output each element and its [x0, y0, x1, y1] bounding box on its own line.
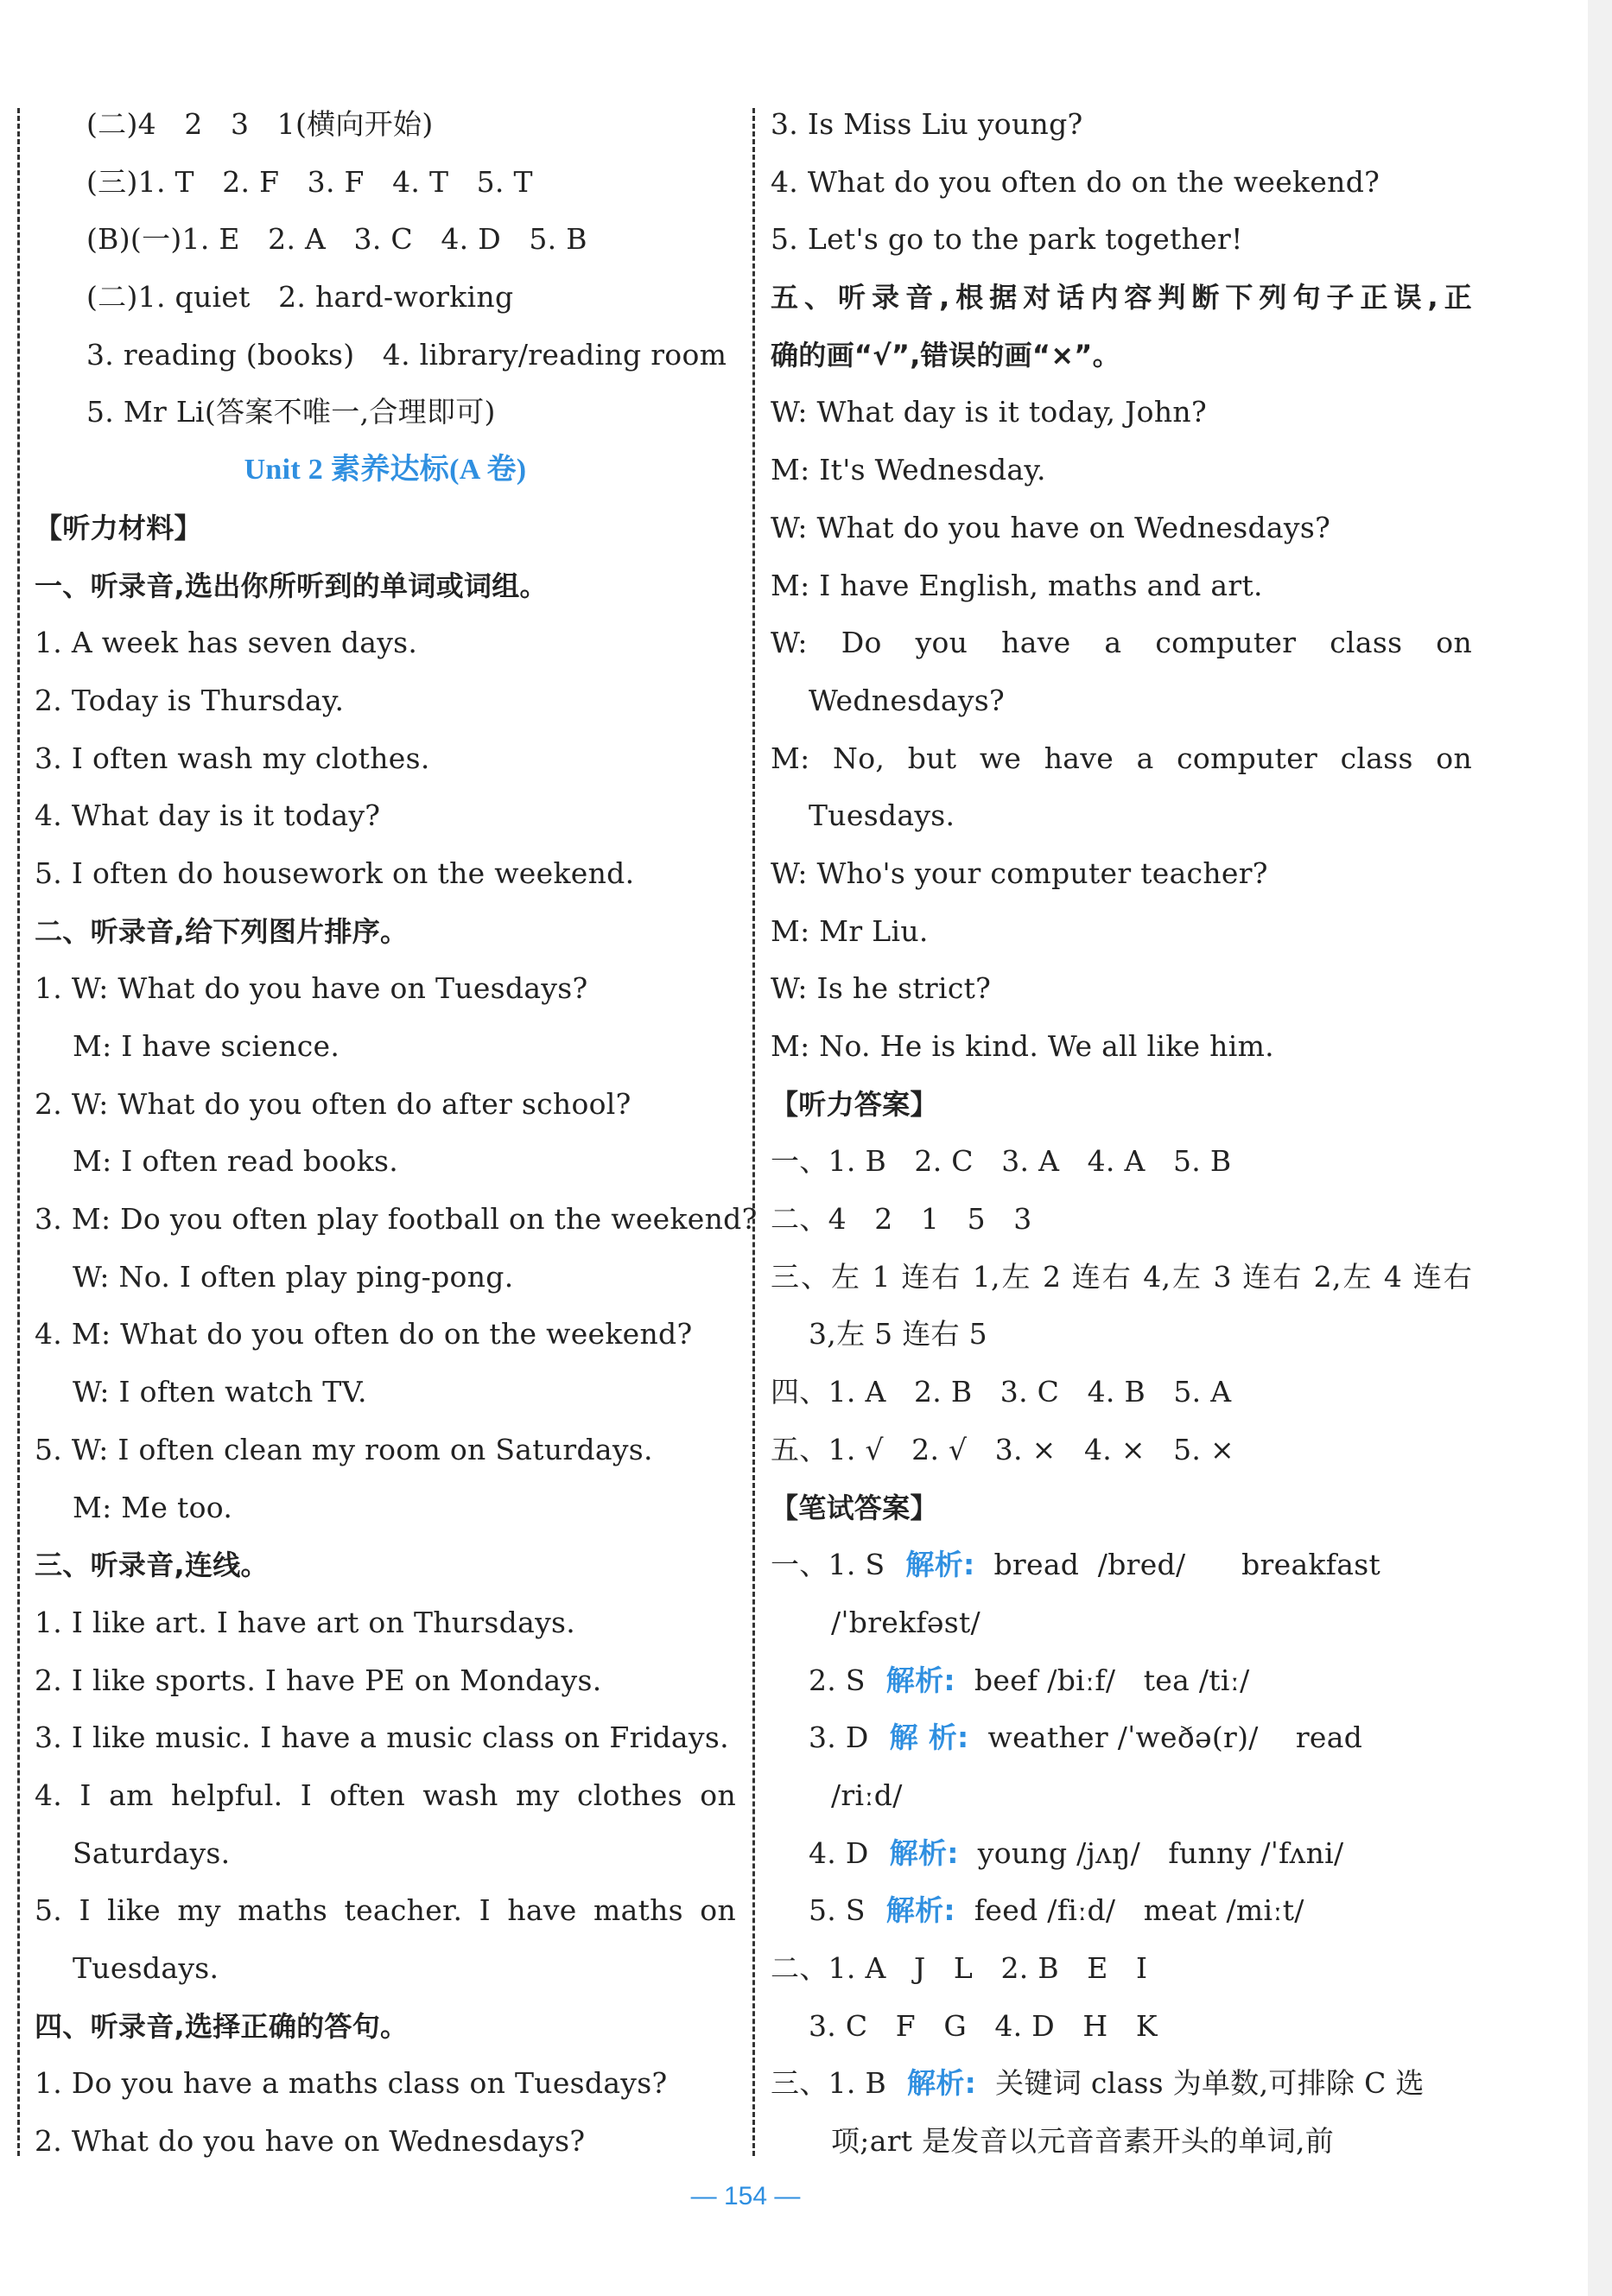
text-line: 五、1. √ 2. √ 3. × 4. × 5. ×: [771, 1432, 1234, 1466]
text-line: [771, 1709, 1472, 1767]
text-line: W: Do you have a computer class on: [771, 626, 1472, 660]
text-line: (三)1. T 2. F 3. F 4. T 5. T: [86, 164, 533, 199]
text-line: 四、1. A 2. B 3. C 4. B 5. A: [771, 1375, 1232, 1409]
text-line: W: Is he strict?: [771, 971, 992, 1006]
analysis-tag: 解析:: [885, 1893, 955, 1928]
section-heading: 【笔试答案】: [771, 1491, 938, 1524]
answer-label: 一、1. S: [771, 1548, 885, 1582]
text-line: 4. What day is it today?: [35, 798, 381, 833]
text-line: M: I often read books.: [73, 1144, 399, 1179]
text-line: 3. I often wash my clothes.: [35, 741, 430, 775]
text-line: 二、4 2 1 5 3: [771, 1202, 1032, 1237]
text-line: M: It's Wednesday.: [771, 453, 1046, 487]
text-line: [771, 1536, 1472, 1594]
text-line: 3. M: Do you often play football on the weekend?: [35, 1202, 758, 1237]
text-line: M: I have science.: [73, 1029, 340, 1063]
answer-label: 5. S: [809, 1893, 866, 1928]
text-line: 2. Today is Thursday.: [35, 683, 345, 717]
analysis-tag: 解析:: [907, 2066, 977, 2101]
text-line: W: What do you have on Wednesdays?: [771, 510, 1331, 544]
text-line: W: What day is it today, John?: [771, 395, 1207, 429]
answer-label: 4. D: [809, 1835, 869, 1870]
text-line: 3,左 5 连右 5: [809, 1317, 987, 1352]
text-line: [771, 1652, 1472, 1710]
section-heading: 【听力材料】: [35, 511, 202, 544]
section-heading: 五、听录音,根据对话内容判断下列句子正误,正: [771, 281, 1472, 315]
text-line: 项;art 是发音以元音音素开头的单词,前: [831, 2124, 1335, 2159]
text-line: (二)4 2 3 1(横向开始): [86, 107, 434, 141]
text-line: [771, 1825, 1472, 1883]
left-dashed-border: [17, 108, 20, 2156]
text-line: Tuesdays.: [73, 1951, 219, 1985]
section-heading: 确的画“√”,错误的画“×”。: [771, 338, 1120, 372]
text-line: 1. W: What do you have on Tuesdays?: [35, 971, 588, 1006]
text-line: 2. I like sports. I have PE on Mondays.: [35, 1663, 602, 1697]
text-line: 一、1. B 2. C 3. A 4. A 5. B: [771, 1144, 1232, 1179]
right-column: [771, 96, 1472, 2171]
text-line: 5. I often do housework on the weekend.: [35, 855, 635, 890]
text-line: 3. C F G 4. D H K: [809, 2008, 1158, 2043]
analysis-text: feed /fiːd/ meat /miːt/: [974, 1893, 1304, 1928]
page-number: — 154 —: [690, 2182, 801, 2210]
analysis-text: weather /ˈweðə(r)/ read: [987, 1720, 1363, 1755]
text-line: W: Who's your computer teacher?: [771, 855, 1268, 890]
text-line: 5. W: I often clean my room on Saturdays.: [35, 1432, 653, 1466]
text-line: Wednesdays?: [809, 683, 1005, 717]
text-line: 4. M: What do you often do on the weekend?: [35, 1317, 693, 1352]
analysis-tag: 解析:: [905, 1548, 975, 1582]
analysis-text: beef /biːf/ tea /tiː/: [974, 1663, 1250, 1697]
text-line: 3. I like music. I have a music class on Fridays.: [35, 1720, 729, 1755]
section-heading: 三、听录音,连线。: [35, 1549, 269, 1582]
text-line: M: Me too.: [73, 1490, 233, 1524]
text-line: M: Mr Liu.: [771, 913, 929, 948]
section-heading: 二、听录音,给下列图片排序。: [35, 914, 409, 948]
text-line: 5. Mr Li(答案不唯一,合理即可): [86, 395, 496, 429]
text-line: M: No, but we have a computer class on: [771, 741, 1472, 775]
text-line: 三、左 1 连右 1,左 2 连右 4,左 3 连右 2,左 4 连右: [771, 1259, 1472, 1294]
text-line: 2. What do you have on Wednesdays?: [35, 2124, 586, 2159]
text-line: 4. I am helpful. I often wash my clothes on: [35, 1778, 736, 1812]
text-line: W: No. I often play ping-pong.: [73, 1259, 514, 1294]
text-line: 1. I like art. I have art on Thursdays.: [35, 1605, 576, 1639]
text-line: [771, 1882, 1472, 1940]
page-number-value: 154: [723, 2182, 768, 2210]
section-heading: 四、听录音,选择正确的答句。: [35, 2009, 409, 2043]
section-heading: 一、听录音,选出你所听到的单词或词组。: [35, 569, 548, 602]
analysis-text: bread /bred/ breakfast: [993, 1548, 1381, 1582]
analysis-tag: 解析:: [889, 1835, 959, 1870]
analysis-tag: 解 析:: [889, 1720, 969, 1755]
text-line: Tuesdays.: [809, 798, 955, 833]
analysis-text: 关键词 class 为单数,可排除 C 选: [995, 2066, 1425, 2101]
text-line: 3. Is Miss Liu young?: [771, 107, 1083, 141]
text-line: [771, 2055, 1472, 2113]
text-line: 5. I like my maths teacher. I have maths on: [35, 1893, 736, 1928]
text-line: 1. Do you have a maths class on Tuesdays?: [35, 2066, 668, 2101]
analysis-tag: 解析:: [885, 1663, 955, 1697]
text-line: M: I have English, maths and art.: [771, 568, 1263, 602]
text-line: 4. What do you often do on the weekend?: [771, 164, 1380, 199]
column-divider: [752, 108, 755, 2156]
answer-label: 三、1. B: [771, 2066, 887, 2101]
section-heading: 【听力答案】: [771, 1087, 938, 1121]
unit-title: Unit 2 素养达标(A 卷): [244, 454, 527, 487]
text-line: M: No. He is kind. We all like him.: [771, 1029, 1274, 1063]
text-line: /ˈbrekfəst/: [831, 1605, 981, 1639]
text-line: 5. Let's go to the park together!: [771, 222, 1243, 257]
text-line: 2. W: What do you often do after school?: [35, 1086, 631, 1121]
text-line: 3. reading (books) 4. library/reading room: [86, 337, 727, 372]
text-line: Saturdays.: [73, 1835, 231, 1870]
text-line: /riːd/: [831, 1778, 903, 1812]
text-line: (B)(一)1. E 2. A 3. C 4. D 5. B: [86, 222, 587, 257]
text-line: (二)1. quiet 2. hard-working: [86, 280, 514, 315]
answer-label: 3. D: [809, 1720, 869, 1755]
answer-label: 2. S: [809, 1663, 866, 1697]
page-edge: [1588, 0, 1612, 2296]
text-line: 1. A week has seven days.: [35, 626, 418, 660]
left-column: [35, 96, 758, 2171]
text-line: W: I often watch TV.: [73, 1375, 367, 1409]
analysis-text: young /jʌŋ/ funny /ˈfʌni/: [977, 1835, 1344, 1870]
text-line: 二、1. A J L 2. B E I: [771, 1951, 1148, 1985]
